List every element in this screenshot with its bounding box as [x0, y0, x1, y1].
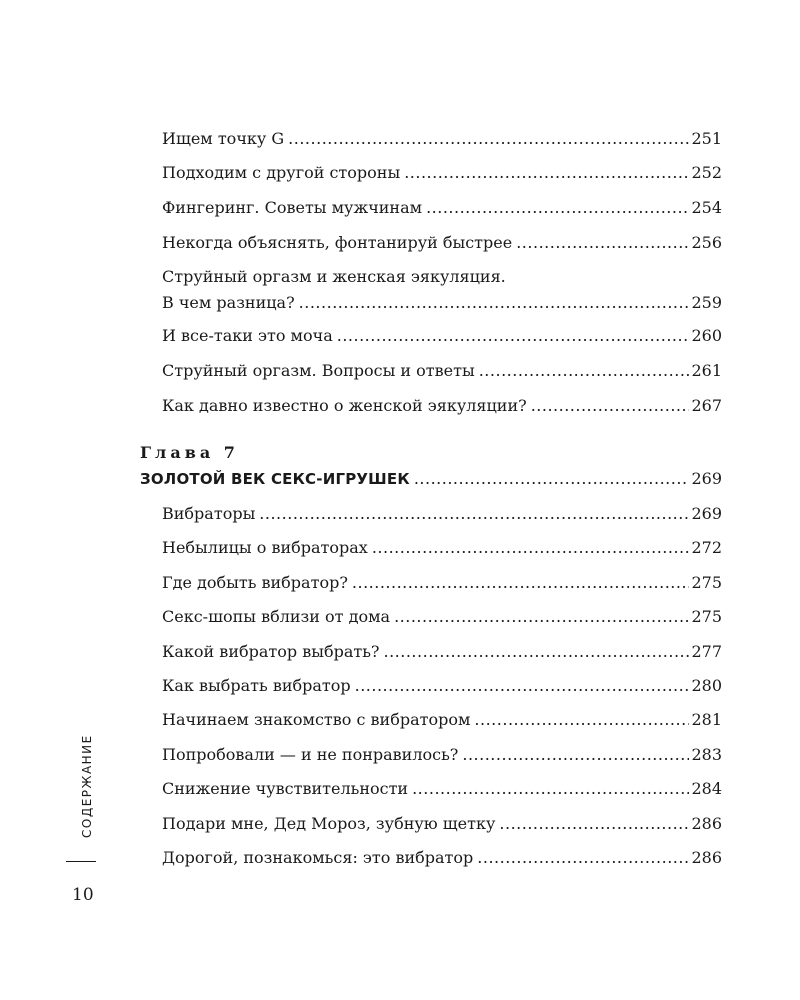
chapter-title: ЗОЛОТОЙ ВЕК СЕКС-ИГРУШЕК — [140, 470, 410, 488]
toc-entry-title: Ищем точку G — [162, 129, 285, 148]
toc-entry-title: Дорогой, познакомься: это вибратор — [162, 848, 474, 867]
running-head-label: СОДЕРЖАНИЕ — [80, 734, 94, 838]
chapter-label: Глава 7 — [140, 443, 239, 462]
toc-dot-leader — [355, 676, 690, 696]
toc-entry-title: Струйный оргазм. Вопросы и ответы — [162, 361, 475, 380]
toc-entry — [162, 676, 722, 696]
toc-entry-page: 251 — [691, 129, 722, 148]
toc-entry — [162, 814, 722, 834]
toc-entry-page: 275 — [691, 573, 722, 592]
toc-dot-leader — [516, 233, 689, 253]
toc-entry-title: Подари мне, Дед Мороз, зубную щетку — [162, 814, 496, 833]
toc-dot-leader — [337, 326, 690, 346]
page-number: 10 — [72, 885, 94, 905]
toc-entry — [162, 848, 722, 868]
toc-entry-page: 267 — [691, 396, 722, 415]
toc-entry — [162, 504, 722, 524]
toc-entry-page: 254 — [691, 198, 722, 217]
toc-dot-leader — [394, 607, 689, 627]
toc-entry-page: 286 — [691, 848, 722, 867]
toc-dot-leader — [479, 361, 690, 381]
toc-entry-page: 269 — [691, 504, 722, 523]
toc-entry — [162, 396, 722, 416]
toc-dot-leader — [477, 848, 689, 868]
toc-entry-page: 272 — [691, 538, 722, 557]
toc-entry-title: Начинаем знакомство с вибратором — [162, 710, 471, 729]
toc-entry — [162, 129, 722, 149]
toc-entry-page: 277 — [691, 642, 722, 661]
toc-dot-leader — [412, 779, 689, 799]
toc-entry — [162, 573, 722, 593]
running-head-rule — [66, 861, 96, 862]
toc-dot-leader — [499, 814, 689, 834]
toc-entry — [162, 745, 722, 765]
toc-entry-title: Снижение чувствительности — [162, 779, 409, 798]
toc-entry-title-line1: Струйный оргазм и женская эякуляция. — [162, 267, 506, 286]
toc-dot-leader — [404, 163, 689, 183]
toc-dot-leader — [372, 538, 690, 558]
toc-entry-title: Какой вибратор выбрать? — [162, 642, 380, 661]
toc-entry-page: 284 — [691, 779, 722, 798]
toc-entry-title: Подходим с другой стороны — [162, 163, 401, 182]
toc-entry-title: И все-таки это моча — [162, 326, 333, 345]
toc-entry-title: Небылицы о вибраторах — [162, 538, 368, 557]
toc-entry — [162, 710, 722, 730]
toc-dot-leader — [414, 469, 690, 489]
toc-entry-page: 261 — [691, 361, 722, 380]
toc-entry — [162, 538, 722, 558]
toc-entry-title: Как выбрать вибратор — [162, 676, 351, 695]
toc-dot-leader — [352, 573, 690, 593]
toc-entry-two-line — [162, 267, 722, 313]
toc-entry — [162, 163, 722, 183]
toc-dot-leader — [259, 504, 689, 524]
toc-entry-title: Фингеринг. Советы мужчинам — [162, 198, 423, 217]
toc-entry-title: Секс-шопы вблизи от дома — [162, 607, 391, 626]
toc-entry — [162, 326, 722, 346]
toc-entry — [162, 779, 722, 799]
toc-entry-title: Где добыть вибратор? — [162, 573, 348, 592]
toc-entry — [162, 233, 722, 253]
toc-entry — [162, 198, 722, 218]
toc-entry-page: 280 — [691, 676, 722, 695]
toc-dot-leader — [474, 710, 689, 730]
toc-entry-page: 275 — [691, 607, 722, 626]
toc-dot-leader — [384, 642, 690, 662]
toc-entry — [162, 607, 722, 627]
toc-entry-title: Как давно известно о женской эякуляции? — [162, 396, 527, 415]
toc-entry-title: В чем разница? — [162, 293, 295, 312]
toc-entry-title: Некогда объяснять, фонтанируй быстрее — [162, 233, 513, 252]
toc-entry-page: 256 — [691, 233, 722, 252]
toc-dot-leader — [426, 198, 689, 218]
toc-entry-page: 286 — [691, 814, 722, 833]
toc-dot-leader — [531, 396, 690, 416]
chapter-entry — [140, 469, 722, 489]
toc-entry-title: Попробовали — и не понравилось? — [162, 745, 459, 764]
toc-entry-page: 259 — [691, 293, 722, 312]
chapter-page: 269 — [691, 469, 722, 488]
toc-dot-leader — [288, 129, 689, 149]
toc-entry-page: 260 — [691, 326, 722, 345]
toc-dot-leader — [462, 745, 689, 765]
toc-entry — [162, 361, 722, 381]
toc-entry-page: 252 — [691, 163, 722, 182]
toc-entry-title: Вибраторы — [162, 504, 256, 523]
toc-entry-page: 281 — [691, 710, 722, 729]
toc-entry — [162, 642, 722, 662]
toc-entry-page: 283 — [691, 745, 722, 764]
toc-dot-leader — [299, 293, 690, 313]
